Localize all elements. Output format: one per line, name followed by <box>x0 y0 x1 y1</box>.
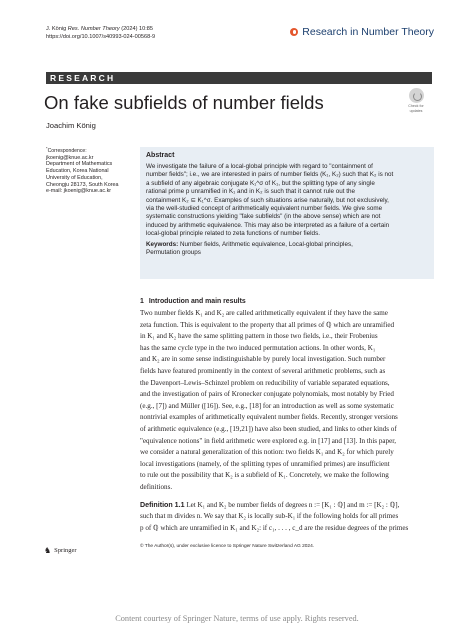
article-type-label: RESEARCH <box>50 73 116 83</box>
paragraph-line: nontrivial examples of arithmetically equivalent number fields. Recently, stronger versions <box>140 413 398 422</box>
affiliation-line: University of Education, <box>46 174 103 181</box>
correspondence-heading: *Correspondence: <box>46 145 87 154</box>
journal-reference <box>46 26 155 41</box>
correspondence-sidebar <box>46 145 132 195</box>
abstract-line: a subfield of any algebraic conjugate K₁^σ of K₁, but the splitting type of any single <box>146 179 375 187</box>
springer-open-logo-icon <box>290 28 298 36</box>
doi-link[interactable]: https://doi.org/10.1007/s40993-024-00568-9 <box>46 33 156 40</box>
paragraph-line: definitions. <box>140 482 173 491</box>
keywords-label: Keywords: <box>146 240 179 248</box>
check-for-updates-label-1: Check for <box>408 104 424 108</box>
courtesy-notice: Content courtesy of Springer Nature, terms of use apply. Rights reserved. <box>115 614 359 623</box>
paragraph-line: in K₁ and K₂ have the same splitting pattern in those two fields, i.e., their Frobenius <box>140 332 378 341</box>
citation-volume: (2024) 10:85 <box>119 26 153 32</box>
paragraph-line: we consider a natural generalization of this notion: two fields K₁ and K₂ for which purely <box>140 448 394 457</box>
springer-horse-icon: ♞ <box>44 546 52 555</box>
keywords-line: Permutation groups <box>146 249 201 257</box>
paragraph-line: (e.g., [7]) and Müller ([16]). See, e.g., [18] for an introduction as well as some systematic <box>140 401 394 410</box>
publisher-name: Springer <box>54 547 77 554</box>
correspondence-email[interactable]: jkoenig@knue.ac.kr <box>46 154 94 161</box>
publisher-logo <box>44 546 77 555</box>
keywords-line: Keywords: Number fields, Arithmetic equivalence, Local-global principles, <box>146 240 353 248</box>
abstract-line: number fields"; i.e., we are interested in pairs of number fields (K₁, K₂) such that K₂ is not <box>146 171 394 179</box>
affiliation-line: Department of Mathematics <box>46 161 113 168</box>
definition-label: Definition 1.1 <box>140 500 185 509</box>
paragraph-line: the Davenport–Lewis–Schinzel problem on reducibility of variable separated equations, <box>140 378 390 387</box>
paragraph-line: fields have featured prominently in the context of several arithmetic problems, such as <box>140 366 386 375</box>
article-title: On fake subfields of number fields <box>44 92 324 113</box>
article-body <box>140 298 434 534</box>
affiliation-line: Cheongju 28173, South Korea <box>46 181 119 188</box>
affiliation-email[interactable]: e-mail: jkoenig@knue.ac.kr <box>46 188 112 195</box>
check-for-updates-label-2: updates <box>409 109 423 113</box>
abstract-line: We investigate the failure of a local-global principle with regard to "containment of <box>146 163 373 170</box>
article-type-banner <box>46 72 432 84</box>
paragraph-line: and K₂ are in some sense indistinguishable by purely local investigation. Such number <box>140 355 386 364</box>
affiliation-line: Education, Korea National <box>46 168 109 175</box>
paragraph-line: has the same cycle type in the two induced permutation actions. In other words, K₁ <box>140 343 376 352</box>
abstract-line: rational prime p unramified in K₁ and in K₂ is such that it cannot rule out the <box>146 188 355 196</box>
abstract-box <box>140 147 434 279</box>
citation-line <box>46 26 155 34</box>
journal-brand-name: Research in Number Theory <box>302 26 434 38</box>
abstract-line: systematic constructions yielding "fake subfields" (in the above sense) which are not <box>146 213 381 221</box>
author-name: Joachim König <box>46 121 96 130</box>
definition-line: such that m divides n. We say that K₂ is locally sub-K₁ if the following holds for all primes <box>140 512 399 521</box>
paragraph-line: zeta function. This is equivalent to the property that all primes of ℚ which are unramified <box>140 320 395 329</box>
definition-line: p of ℚ which are unramified in K₁ and K₂: if c₁, . . . , c_d are the residue degrees of the primes <box>140 523 409 532</box>
paragraph-line: and the investigation of pairs of Kronecker conjugate polynomials, most notably by Fried <box>140 390 394 399</box>
citation-journal: Res. Number Theory <box>67 26 120 32</box>
paragraph-line: of arithmetic equivalence (e.g., [19,21]) have also been studied, and links to other kinds of <box>140 424 397 433</box>
abstract-line: via the well-studied concept of arithmetically equivalent number fields. We give some <box>146 205 383 213</box>
paragraph-line: local investigations (namely, of the splitting types of unramified primes) are insufficient <box>140 459 390 468</box>
paragraph-line: to rule out the possibility that K₂ is a subfield of K₁. Concretely, we make the following <box>140 471 389 480</box>
paragraph-line: Two number fields K₁ and K₂ are called arithmetically equivalent if they have the same <box>140 309 388 317</box>
section-heading: 1 Introduction and main results <box>140 298 246 305</box>
abstract-heading: Abstract <box>146 152 175 159</box>
abstract-line: local-global principle related to zeta functions of number fields. <box>146 230 320 238</box>
keywords <box>146 241 428 258</box>
copyright-notice: © The Author(s), under exclusive licence to Springer Nature Switzerland AG 2024. <box>140 544 315 549</box>
refresh-icon <box>409 88 424 103</box>
check-for-updates-button[interactable] <box>404 88 428 114</box>
abstract-line: induced by arithmetic equivalence. This may also be interpreted as a failure of a certain <box>146 221 390 229</box>
abstract-line: containment K₂ ⊆ K₁^σ. Examples of such situations arise naturally, but not exclusively, <box>146 196 389 204</box>
definition-block <box>140 500 434 535</box>
citation-author: J. König <box>46 26 68 32</box>
paragraph-line: "equivalence notions" in field arithmetic were explored e.g. in [17] and [13]. In this paper, <box>140 436 397 445</box>
definition-line: Definition 1.1 Let K₁ and K₂ be number fields of degrees n := [K₁ : ℚ] and m := [K₂ : ℚ], <box>140 500 400 509</box>
journal-brand[interactable] <box>290 26 434 38</box>
